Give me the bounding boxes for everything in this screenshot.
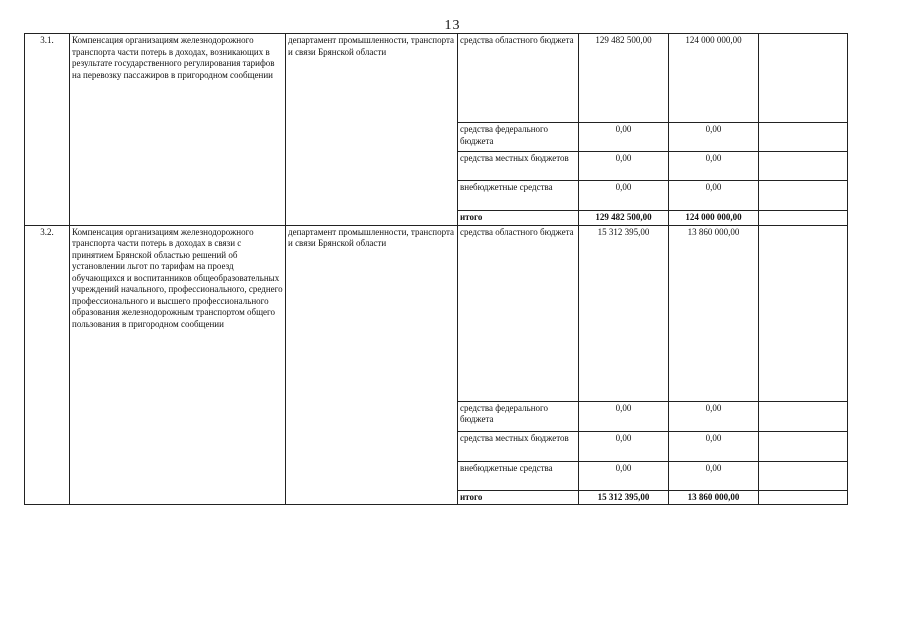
row-number: 3.2.	[25, 225, 70, 505]
amount-cell	[759, 34, 848, 123]
source-label: средства местных бюджетов	[458, 431, 579, 461]
table-row	[25, 34, 848, 123]
amount-cell: 0,00	[669, 123, 759, 152]
amount-cell: 0,00	[669, 401, 759, 431]
row-number: 3.1.	[25, 34, 70, 226]
total-amount: 13 860 000,00	[669, 490, 759, 505]
total-amount: 15 312 395,00	[579, 490, 669, 505]
amount-cell: 15 312 395,00	[579, 225, 669, 401]
measure-description: Компенсация организациям железнодорожного транспорта части потерь в доходах, возникающих в результате государственного регулирования тарифов на перевозку пассажиров в пригородном сообщении	[70, 34, 286, 226]
source-label: средства областного бюджета	[458, 34, 579, 123]
amount-cell	[759, 152, 848, 181]
source-label: средства местных бюджетов	[458, 152, 579, 181]
amount-cell	[759, 461, 848, 490]
page-number: 13	[444, 18, 461, 33]
amount-cell: 0,00	[669, 152, 759, 181]
total-label: итого	[458, 211, 579, 226]
measure-description: Компенсация организациям железнодорожного транспорта части потерь в доходах в связи с принятием Брянской областью решений об установлении льгот по тарифам на проезд обучающихся и воспитанников общеобразовательных учреждений начального, профессионального, среднего профессионального и высшего профессионального образования железнодорожным транспортом общего пользования в пригородном сообщении	[70, 225, 286, 505]
source-label: внебюджетные средства	[458, 181, 579, 211]
source-label: внебюджетные средства	[458, 461, 579, 490]
amount-cell: 0,00	[579, 401, 669, 431]
amount-cell: 0,00	[579, 461, 669, 490]
amount-cell: 129 482 500,00	[579, 34, 669, 123]
amount-cell: 0,00	[669, 181, 759, 211]
amount-cell	[759, 225, 848, 401]
executor: департамент промышленности, транспорта и связи Брянской области	[286, 34, 458, 226]
amount-cell	[759, 181, 848, 211]
amount-cell	[759, 431, 848, 461]
total-amount	[759, 490, 848, 505]
amount-cell: 0,00	[579, 123, 669, 152]
total-amount: 124 000 000,00	[669, 211, 759, 226]
amount-cell	[759, 401, 848, 431]
executor: департамент промышленности, транспорта и связи Брянской области	[286, 225, 458, 505]
amount-cell: 0,00	[579, 181, 669, 211]
source-label: средства областного бюджета	[458, 225, 579, 401]
source-label: средства федерального бюджета	[458, 123, 579, 152]
total-amount	[759, 211, 848, 226]
amount-cell: 0,00	[579, 431, 669, 461]
amount-cell	[759, 123, 848, 152]
total-label: итого	[458, 490, 579, 505]
amount-cell: 124 000 000,00	[669, 34, 759, 123]
amount-cell: 0,00	[579, 152, 669, 181]
source-label: средства федерального бюджета	[458, 401, 579, 431]
program-budget-table	[24, 33, 848, 505]
amount-cell: 0,00	[669, 461, 759, 490]
total-amount: 129 482 500,00	[579, 211, 669, 226]
table-row	[25, 225, 848, 401]
amount-cell: 13 860 000,00	[669, 225, 759, 401]
amount-cell: 0,00	[669, 431, 759, 461]
